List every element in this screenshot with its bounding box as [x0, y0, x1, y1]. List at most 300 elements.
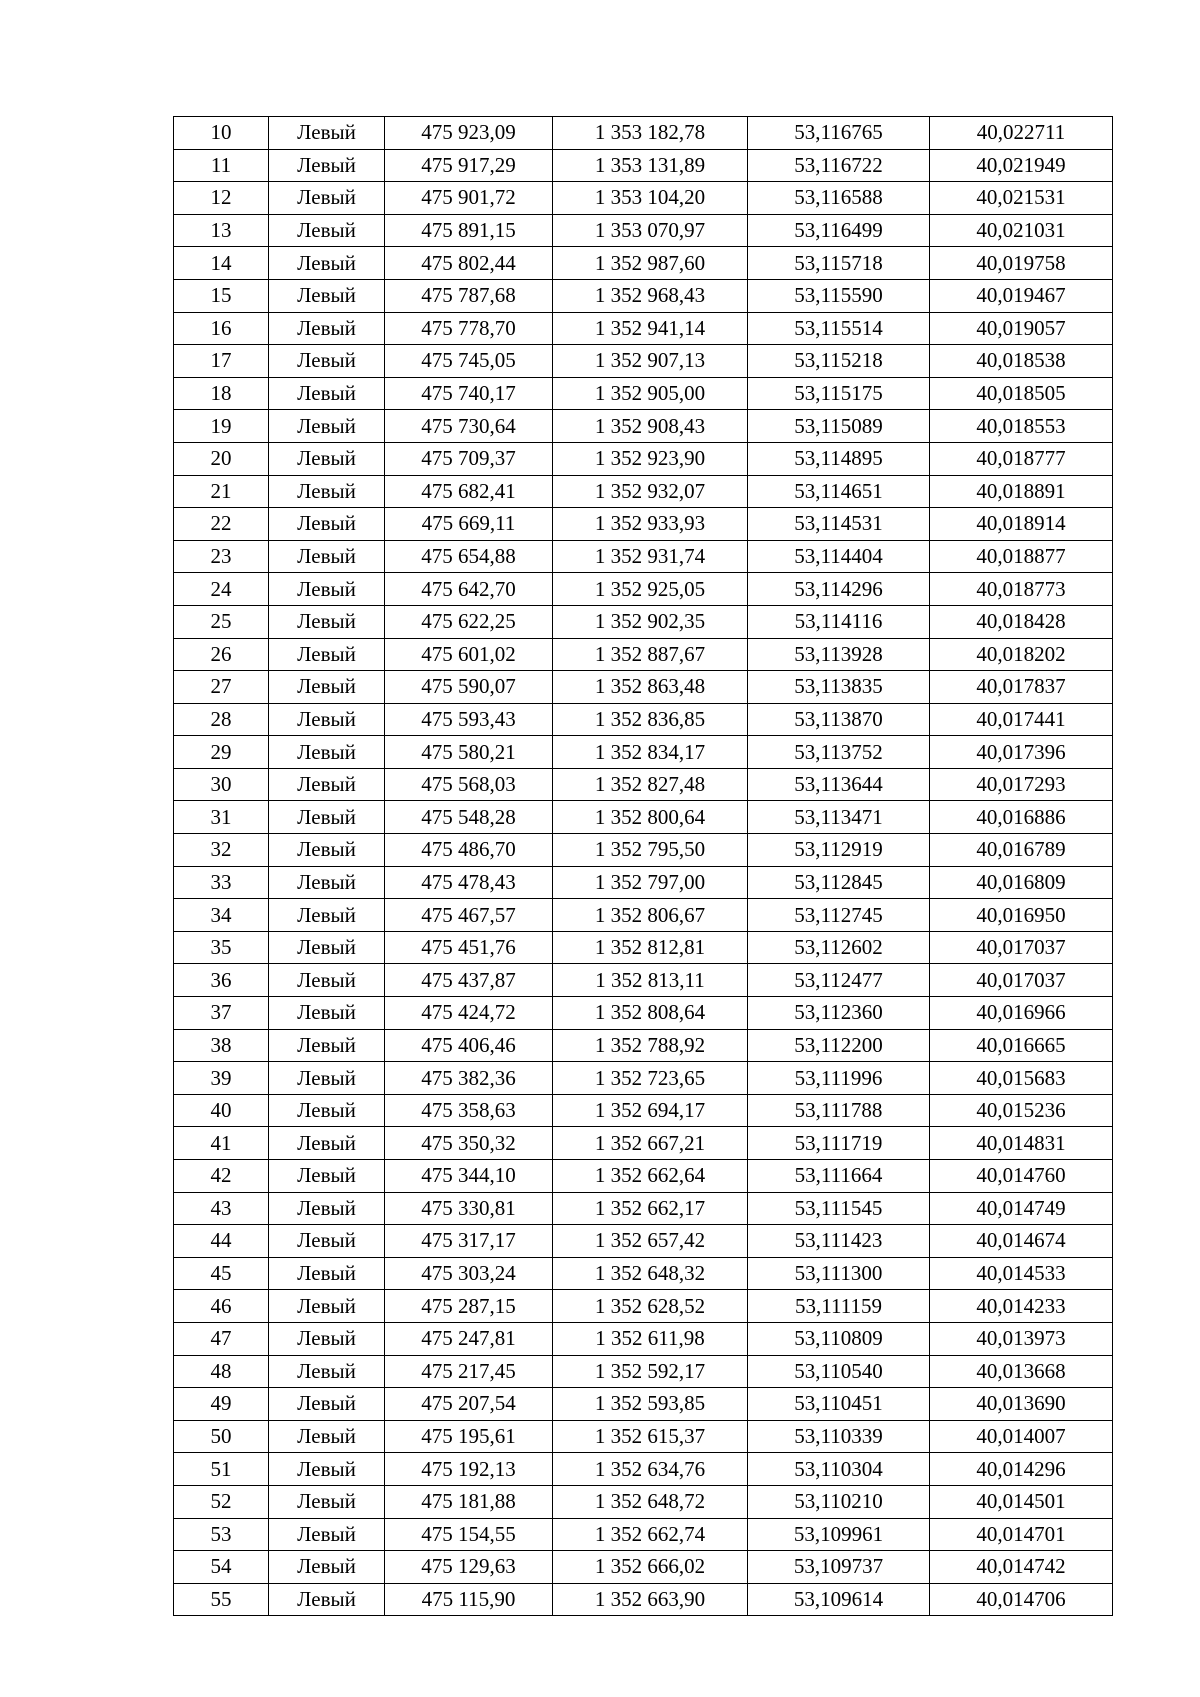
- latitude-cell: 53,112919: [748, 834, 930, 867]
- point-number-cell: 39: [174, 1062, 269, 1095]
- y-coordinate-cell: 1 352 836,85: [553, 703, 748, 736]
- longitude-cell: 40,018914: [930, 508, 1113, 541]
- side-cell: Левый: [269, 1257, 385, 1290]
- table-row: [174, 1420, 1113, 1453]
- table-row: [174, 247, 1113, 280]
- point-number-cell: 46: [174, 1290, 269, 1323]
- x-coordinate-cell: 475 548,28: [385, 801, 553, 834]
- table-row: [174, 638, 1113, 671]
- point-number-cell: 42: [174, 1160, 269, 1193]
- latitude-cell: 53,109614: [748, 1583, 930, 1616]
- latitude-cell: 53,110540: [748, 1355, 930, 1388]
- y-coordinate-cell: 1 352 592,17: [553, 1355, 748, 1388]
- side-cell: Левый: [269, 997, 385, 1030]
- latitude-cell: 53,113835: [748, 671, 930, 704]
- latitude-cell: 53,114651: [748, 475, 930, 508]
- side-cell: Левый: [269, 117, 385, 150]
- table-row: [174, 1029, 1113, 1062]
- side-cell: Левый: [269, 377, 385, 410]
- x-coordinate-cell: 475 891,15: [385, 214, 553, 247]
- table-row: [174, 540, 1113, 573]
- y-coordinate-cell: 1 352 648,32: [553, 1257, 748, 1290]
- table-row: [174, 377, 1113, 410]
- point-number-cell: 18: [174, 377, 269, 410]
- table-row: [174, 1453, 1113, 1486]
- side-cell: Левый: [269, 866, 385, 899]
- latitude-cell: 53,114116: [748, 605, 930, 638]
- longitude-cell: 40,017037: [930, 931, 1113, 964]
- y-coordinate-cell: 1 352 923,90: [553, 442, 748, 475]
- point-number-cell: 41: [174, 1127, 269, 1160]
- longitude-cell: 40,017396: [930, 736, 1113, 769]
- latitude-cell: 53,114895: [748, 442, 930, 475]
- latitude-cell: 53,115218: [748, 345, 930, 378]
- point-number-cell: 16: [174, 312, 269, 345]
- longitude-cell: 40,014501: [930, 1485, 1113, 1518]
- y-coordinate-cell: 1 352 628,52: [553, 1290, 748, 1323]
- y-coordinate-cell: 1 352 932,07: [553, 475, 748, 508]
- x-coordinate-cell: 475 590,07: [385, 671, 553, 704]
- latitude-cell: 53,113471: [748, 801, 930, 834]
- point-number-cell: 33: [174, 866, 269, 899]
- x-coordinate-cell: 475 467,57: [385, 899, 553, 932]
- side-cell: Левый: [269, 182, 385, 215]
- latitude-cell: 53,114404: [748, 540, 930, 573]
- table-row: [174, 1062, 1113, 1095]
- point-number-cell: 32: [174, 834, 269, 867]
- longitude-cell: 40,021031: [930, 214, 1113, 247]
- point-number-cell: 45: [174, 1257, 269, 1290]
- longitude-cell: 40,014706: [930, 1583, 1113, 1616]
- latitude-cell: 53,111545: [748, 1192, 930, 1225]
- point-number-cell: 28: [174, 703, 269, 736]
- table-row: [174, 605, 1113, 638]
- y-coordinate-cell: 1 352 662,17: [553, 1192, 748, 1225]
- point-number-cell: 54: [174, 1551, 269, 1584]
- x-coordinate-cell: 475 192,13: [385, 1453, 553, 1486]
- x-coordinate-cell: 475 901,72: [385, 182, 553, 215]
- latitude-cell: 53,115514: [748, 312, 930, 345]
- point-number-cell: 13: [174, 214, 269, 247]
- x-coordinate-cell: 475 778,70: [385, 312, 553, 345]
- x-coordinate-cell: 475 154,55: [385, 1518, 553, 1551]
- y-coordinate-cell: 1 352 723,65: [553, 1062, 748, 1095]
- y-coordinate-cell: 1 352 813,11: [553, 964, 748, 997]
- x-coordinate-cell: 475 787,68: [385, 279, 553, 312]
- table-row: [174, 768, 1113, 801]
- side-cell: Левый: [269, 1551, 385, 1584]
- side-cell: Левый: [269, 703, 385, 736]
- longitude-cell: 40,018428: [930, 605, 1113, 638]
- x-coordinate-cell: 475 478,43: [385, 866, 553, 899]
- latitude-cell: 53,114296: [748, 573, 930, 606]
- side-cell: Левый: [269, 768, 385, 801]
- side-cell: Левый: [269, 442, 385, 475]
- longitude-cell: 40,014760: [930, 1160, 1113, 1193]
- coordinates-table-body: [174, 117, 1113, 1616]
- table-row: [174, 149, 1113, 182]
- point-number-cell: 10: [174, 117, 269, 150]
- longitude-cell: 40,014007: [930, 1420, 1113, 1453]
- y-coordinate-cell: 1 352 667,21: [553, 1127, 748, 1160]
- point-number-cell: 50: [174, 1420, 269, 1453]
- longitude-cell: 40,021531: [930, 182, 1113, 215]
- side-cell: Левый: [269, 1192, 385, 1225]
- table-row: [174, 508, 1113, 541]
- side-cell: Левый: [269, 1583, 385, 1616]
- x-coordinate-cell: 475 745,05: [385, 345, 553, 378]
- side-cell: Левый: [269, 1094, 385, 1127]
- side-cell: Левый: [269, 345, 385, 378]
- latitude-cell: 53,110339: [748, 1420, 930, 1453]
- side-cell: Левый: [269, 931, 385, 964]
- latitude-cell: 53,112745: [748, 899, 930, 932]
- table-row: [174, 1485, 1113, 1518]
- y-coordinate-cell: 1 352 788,92: [553, 1029, 748, 1062]
- latitude-cell: 53,109961: [748, 1518, 930, 1551]
- longitude-cell: 40,019758: [930, 247, 1113, 280]
- longitude-cell: 40,022711: [930, 117, 1113, 150]
- y-coordinate-cell: 1 352 812,81: [553, 931, 748, 964]
- y-coordinate-cell: 1 352 666,02: [553, 1551, 748, 1584]
- y-coordinate-cell: 1 353 182,78: [553, 117, 748, 150]
- x-coordinate-cell: 475 740,17: [385, 377, 553, 410]
- side-cell: Левый: [269, 1029, 385, 1062]
- x-coordinate-cell: 475 451,76: [385, 931, 553, 964]
- side-cell: Левый: [269, 671, 385, 704]
- x-coordinate-cell: 475 358,63: [385, 1094, 553, 1127]
- side-cell: Левый: [269, 1518, 385, 1551]
- y-coordinate-cell: 1 352 593,85: [553, 1388, 748, 1421]
- latitude-cell: 53,111300: [748, 1257, 930, 1290]
- x-coordinate-cell: 475 195,61: [385, 1420, 553, 1453]
- point-number-cell: 15: [174, 279, 269, 312]
- latitude-cell: 53,110809: [748, 1322, 930, 1355]
- point-number-cell: 30: [174, 768, 269, 801]
- point-number-cell: 35: [174, 931, 269, 964]
- table-row: [174, 931, 1113, 964]
- latitude-cell: 53,115089: [748, 410, 930, 443]
- x-coordinate-cell: 475 317,17: [385, 1225, 553, 1258]
- side-cell: Левый: [269, 1160, 385, 1193]
- x-coordinate-cell: 475 350,32: [385, 1127, 553, 1160]
- latitude-cell: 53,111664: [748, 1160, 930, 1193]
- point-number-cell: 36: [174, 964, 269, 997]
- table-row: [174, 866, 1113, 899]
- latitude-cell: 53,112602: [748, 931, 930, 964]
- table-row: [174, 442, 1113, 475]
- longitude-cell: 40,014533: [930, 1257, 1113, 1290]
- y-coordinate-cell: 1 352 657,42: [553, 1225, 748, 1258]
- longitude-cell: 40,014674: [930, 1225, 1113, 1258]
- longitude-cell: 40,013973: [930, 1322, 1113, 1355]
- x-coordinate-cell: 475 287,15: [385, 1290, 553, 1323]
- side-cell: Левый: [269, 247, 385, 280]
- point-number-cell: 38: [174, 1029, 269, 1062]
- point-number-cell: 51: [174, 1453, 269, 1486]
- point-number-cell: 11: [174, 149, 269, 182]
- latitude-cell: 53,111423: [748, 1225, 930, 1258]
- table-row: [174, 997, 1113, 1030]
- side-cell: Левый: [269, 410, 385, 443]
- point-number-cell: 49: [174, 1388, 269, 1421]
- table-row: [174, 1388, 1113, 1421]
- longitude-cell: 40,015683: [930, 1062, 1113, 1095]
- side-cell: Левый: [269, 638, 385, 671]
- table-row: [174, 1192, 1113, 1225]
- point-number-cell: 25: [174, 605, 269, 638]
- y-coordinate-cell: 1 352 662,74: [553, 1518, 748, 1551]
- y-coordinate-cell: 1 352 634,76: [553, 1453, 748, 1486]
- longitude-cell: 40,016886: [930, 801, 1113, 834]
- table-row: [174, 1290, 1113, 1323]
- x-coordinate-cell: 475 217,45: [385, 1355, 553, 1388]
- y-coordinate-cell: 1 352 925,05: [553, 573, 748, 606]
- point-number-cell: 14: [174, 247, 269, 280]
- y-coordinate-cell: 1 352 797,00: [553, 866, 748, 899]
- longitude-cell: 40,018877: [930, 540, 1113, 573]
- longitude-cell: 40,014233: [930, 1290, 1113, 1323]
- x-coordinate-cell: 475 181,88: [385, 1485, 553, 1518]
- side-cell: Левый: [269, 964, 385, 997]
- latitude-cell: 53,113644: [748, 768, 930, 801]
- latitude-cell: 53,110210: [748, 1485, 930, 1518]
- longitude-cell: 40,018553: [930, 410, 1113, 443]
- table-row: [174, 214, 1113, 247]
- latitude-cell: 53,112477: [748, 964, 930, 997]
- table-row: [174, 117, 1113, 150]
- x-coordinate-cell: 475 115,90: [385, 1583, 553, 1616]
- x-coordinate-cell: 475 923,09: [385, 117, 553, 150]
- point-number-cell: 23: [174, 540, 269, 573]
- y-coordinate-cell: 1 352 887,67: [553, 638, 748, 671]
- longitude-cell: 40,014831: [930, 1127, 1113, 1160]
- side-cell: Левый: [269, 834, 385, 867]
- x-coordinate-cell: 475 642,70: [385, 573, 553, 606]
- longitude-cell: 40,016966: [930, 997, 1113, 1030]
- table-row: [174, 345, 1113, 378]
- x-coordinate-cell: 475 568,03: [385, 768, 553, 801]
- longitude-cell: 40,017837: [930, 671, 1113, 704]
- x-coordinate-cell: 475 207,54: [385, 1388, 553, 1421]
- table-row: [174, 279, 1113, 312]
- y-coordinate-cell: 1 352 663,90: [553, 1583, 748, 1616]
- latitude-cell: 53,110304: [748, 1453, 930, 1486]
- side-cell: Левый: [269, 508, 385, 541]
- side-cell: Левый: [269, 573, 385, 606]
- latitude-cell: 53,111159: [748, 1290, 930, 1323]
- latitude-cell: 53,116499: [748, 214, 930, 247]
- point-number-cell: 52: [174, 1485, 269, 1518]
- side-cell: Левый: [269, 801, 385, 834]
- point-number-cell: 17: [174, 345, 269, 378]
- point-number-cell: 48: [174, 1355, 269, 1388]
- latitude-cell: 53,115175: [748, 377, 930, 410]
- table-row: [174, 1257, 1113, 1290]
- latitude-cell: 53,114531: [748, 508, 930, 541]
- longitude-cell: 40,013690: [930, 1388, 1113, 1421]
- y-coordinate-cell: 1 352 615,37: [553, 1420, 748, 1453]
- latitude-cell: 53,116765: [748, 117, 930, 150]
- longitude-cell: 40,014742: [930, 1551, 1113, 1584]
- point-number-cell: 40: [174, 1094, 269, 1127]
- latitude-cell: 53,111788: [748, 1094, 930, 1127]
- x-coordinate-cell: 475 382,36: [385, 1062, 553, 1095]
- table-row: [174, 964, 1113, 997]
- latitude-cell: 53,113928: [748, 638, 930, 671]
- point-number-cell: 27: [174, 671, 269, 704]
- latitude-cell: 53,112360: [748, 997, 930, 1030]
- table-row: [174, 899, 1113, 932]
- longitude-cell: 40,016789: [930, 834, 1113, 867]
- longitude-cell: 40,013668: [930, 1355, 1113, 1388]
- side-cell: Левый: [269, 214, 385, 247]
- side-cell: Левый: [269, 736, 385, 769]
- latitude-cell: 53,112200: [748, 1029, 930, 1062]
- y-coordinate-cell: 1 352 863,48: [553, 671, 748, 704]
- point-number-cell: 34: [174, 899, 269, 932]
- table-row: [174, 1094, 1113, 1127]
- table-row: [174, 1551, 1113, 1584]
- table-row: [174, 182, 1113, 215]
- side-cell: Левый: [269, 1225, 385, 1258]
- latitude-cell: 53,109737: [748, 1551, 930, 1584]
- side-cell: Левый: [269, 312, 385, 345]
- table-row: [174, 1225, 1113, 1258]
- side-cell: Левый: [269, 475, 385, 508]
- x-coordinate-cell: 475 344,10: [385, 1160, 553, 1193]
- longitude-cell: 40,014749: [930, 1192, 1113, 1225]
- side-cell: Левый: [269, 1290, 385, 1323]
- longitude-cell: 40,016665: [930, 1029, 1113, 1062]
- x-coordinate-cell: 475 437,87: [385, 964, 553, 997]
- x-coordinate-cell: 475 682,41: [385, 475, 553, 508]
- point-number-cell: 47: [174, 1322, 269, 1355]
- latitude-cell: 53,116588: [748, 182, 930, 215]
- y-coordinate-cell: 1 352 931,74: [553, 540, 748, 573]
- longitude-cell: 40,019057: [930, 312, 1113, 345]
- point-number-cell: 24: [174, 573, 269, 606]
- latitude-cell: 53,111719: [748, 1127, 930, 1160]
- y-coordinate-cell: 1 352 648,72: [553, 1485, 748, 1518]
- table-row: [174, 1583, 1113, 1616]
- side-cell: Левый: [269, 1322, 385, 1355]
- y-coordinate-cell: 1 352 611,98: [553, 1322, 748, 1355]
- table-row: [174, 801, 1113, 834]
- side-cell: Левый: [269, 279, 385, 312]
- side-cell: Левый: [269, 1485, 385, 1518]
- side-cell: Левый: [269, 1388, 385, 1421]
- y-coordinate-cell: 1 352 800,64: [553, 801, 748, 834]
- table-row: [174, 1127, 1113, 1160]
- coordinates-table: [173, 116, 1113, 1616]
- y-coordinate-cell: 1 352 834,17: [553, 736, 748, 769]
- x-coordinate-cell: 475 601,02: [385, 638, 553, 671]
- x-coordinate-cell: 475 129,63: [385, 1551, 553, 1584]
- x-coordinate-cell: 475 303,24: [385, 1257, 553, 1290]
- point-number-cell: 37: [174, 997, 269, 1030]
- y-coordinate-cell: 1 352 905,00: [553, 377, 748, 410]
- side-cell: Левый: [269, 899, 385, 932]
- side-cell: Левый: [269, 1062, 385, 1095]
- longitude-cell: 40,016809: [930, 866, 1113, 899]
- side-cell: Левый: [269, 540, 385, 573]
- latitude-cell: 53,111996: [748, 1062, 930, 1095]
- longitude-cell: 40,018538: [930, 345, 1113, 378]
- y-coordinate-cell: 1 352 987,60: [553, 247, 748, 280]
- point-number-cell: 26: [174, 638, 269, 671]
- table-row: [174, 1518, 1113, 1551]
- side-cell: Левый: [269, 1127, 385, 1160]
- latitude-cell: 53,113870: [748, 703, 930, 736]
- point-number-cell: 31: [174, 801, 269, 834]
- table-row: [174, 834, 1113, 867]
- y-coordinate-cell: 1 352 694,17: [553, 1094, 748, 1127]
- longitude-cell: 40,018777: [930, 442, 1113, 475]
- point-number-cell: 44: [174, 1225, 269, 1258]
- x-coordinate-cell: 475 622,25: [385, 605, 553, 638]
- longitude-cell: 40,018505: [930, 377, 1113, 410]
- side-cell: Левый: [269, 1355, 385, 1388]
- longitude-cell: 40,017441: [930, 703, 1113, 736]
- latitude-cell: 53,115718: [748, 247, 930, 280]
- side-cell: Левый: [269, 605, 385, 638]
- y-coordinate-cell: 1 352 968,43: [553, 279, 748, 312]
- x-coordinate-cell: 475 593,43: [385, 703, 553, 736]
- point-number-cell: 29: [174, 736, 269, 769]
- point-number-cell: 21: [174, 475, 269, 508]
- y-coordinate-cell: 1 352 662,64: [553, 1160, 748, 1193]
- y-coordinate-cell: 1 352 902,35: [553, 605, 748, 638]
- y-coordinate-cell: 1 352 795,50: [553, 834, 748, 867]
- x-coordinate-cell: 475 247,81: [385, 1322, 553, 1355]
- longitude-cell: 40,018891: [930, 475, 1113, 508]
- point-number-cell: 43: [174, 1192, 269, 1225]
- latitude-cell: 53,115590: [748, 279, 930, 312]
- longitude-cell: 40,018202: [930, 638, 1113, 671]
- longitude-cell: 40,016950: [930, 899, 1113, 932]
- x-coordinate-cell: 475 406,46: [385, 1029, 553, 1062]
- longitude-cell: 40,014701: [930, 1518, 1113, 1551]
- side-cell: Левый: [269, 1420, 385, 1453]
- point-number-cell: 12: [174, 182, 269, 215]
- longitude-cell: 40,015236: [930, 1094, 1113, 1127]
- table-row: [174, 573, 1113, 606]
- longitude-cell: 40,017293: [930, 768, 1113, 801]
- table-row: [174, 1322, 1113, 1355]
- side-cell: Левый: [269, 149, 385, 182]
- y-coordinate-cell: 1 352 907,13: [553, 345, 748, 378]
- table-row: [174, 736, 1113, 769]
- latitude-cell: 53,112845: [748, 866, 930, 899]
- x-coordinate-cell: 475 424,72: [385, 997, 553, 1030]
- side-cell: Левый: [269, 1453, 385, 1486]
- x-coordinate-cell: 475 669,11: [385, 508, 553, 541]
- y-coordinate-cell: 1 352 827,48: [553, 768, 748, 801]
- point-number-cell: 53: [174, 1518, 269, 1551]
- latitude-cell: 53,113752: [748, 736, 930, 769]
- table-row: [174, 1160, 1113, 1193]
- latitude-cell: 53,116722: [748, 149, 930, 182]
- x-coordinate-cell: 475 917,29: [385, 149, 553, 182]
- table-row: [174, 703, 1113, 736]
- table-row: [174, 410, 1113, 443]
- longitude-cell: 40,014296: [930, 1453, 1113, 1486]
- y-coordinate-cell: 1 353 070,97: [553, 214, 748, 247]
- y-coordinate-cell: 1 352 908,43: [553, 410, 748, 443]
- x-coordinate-cell: 475 709,37: [385, 442, 553, 475]
- longitude-cell: 40,018773: [930, 573, 1113, 606]
